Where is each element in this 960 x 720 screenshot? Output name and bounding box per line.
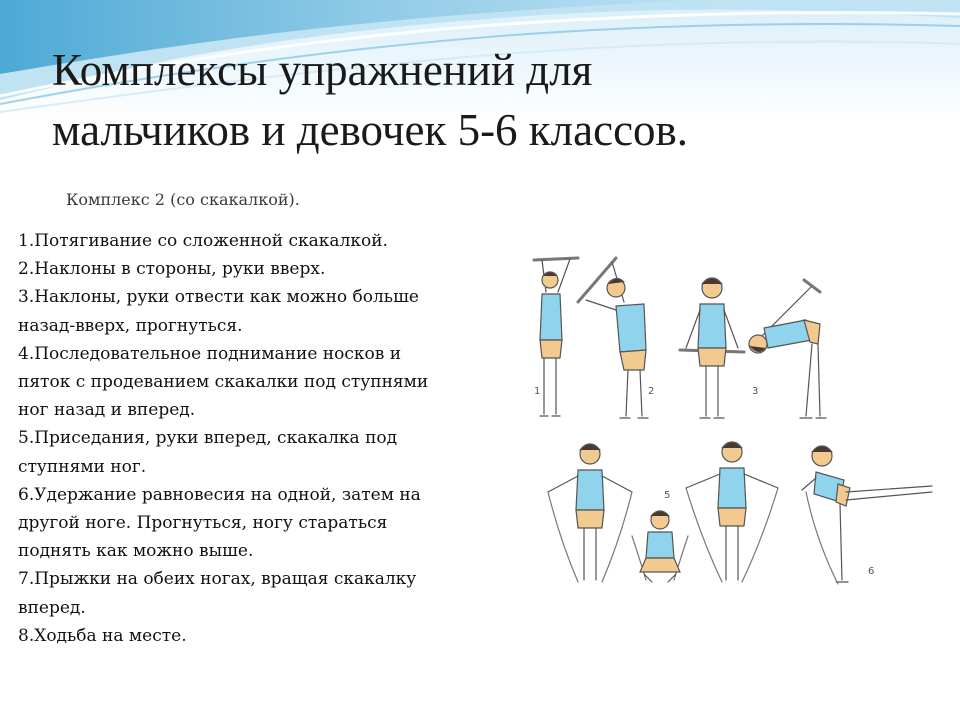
gymnast-figure <box>548 444 632 582</box>
exercise-illustration <box>520 240 940 600</box>
gymnast-figure <box>680 278 744 418</box>
exercise-line: 6.Удержание равновесия на одной, затем на <box>18 484 421 505</box>
exercise-line: назад-вверх, прогнуться. <box>18 315 243 336</box>
figure-number: 6 <box>868 566 875 577</box>
gymnast-figure <box>534 258 578 416</box>
exercise-line: пяток с продеванием скакалки под ступнями <box>18 372 429 393</box>
gymnast-figure <box>686 442 778 582</box>
gymnast-figure <box>802 446 932 584</box>
exercise-line: ступнями ног. <box>18 456 147 477</box>
page-title-line-1: Комплексы упражнений для <box>52 45 593 95</box>
gymnast-figure <box>749 280 826 418</box>
figure-number: 5 <box>664 490 671 501</box>
figure-number: 2 <box>648 386 655 397</box>
page-title-line-2: мальчиков и девочек 5-6 классов. <box>52 105 689 155</box>
exercise-list <box>18 227 428 650</box>
exercise-line: 2.Наклоны в стороны, руки вверх. <box>18 259 326 280</box>
exercise-line: 8.Ходьба на месте. <box>18 625 187 646</box>
exercise-line: поднять как можно выше. <box>18 541 254 562</box>
subtitle: Комплекс 2 (со скакалкой). <box>66 190 300 209</box>
exercise-line: 7.Прыжки на обеих ногах, вращая скакалку <box>18 569 417 590</box>
exercise-line: 1.Потягивание со сложенной скакалкой. <box>18 231 388 251</box>
gymnast-figure <box>632 511 688 582</box>
exercise-line: 4.Последовательное поднимание носков и <box>18 343 402 364</box>
exercise-line: ног назад и вперед. <box>18 400 196 421</box>
exercise-line: 3.Наклоны, руки отвести как можно больше <box>18 287 419 308</box>
figure-number: 1 <box>534 386 541 397</box>
gymnast-figure <box>578 258 648 418</box>
exercise-line: вперед. <box>18 597 86 618</box>
exercise-line: другой ноге. Прогнуться, ногу стараться <box>18 513 388 534</box>
exercise-line: 5.Приседания, руки вперед, скакалка под <box>18 428 398 449</box>
figure-number: 3 <box>752 386 759 397</box>
